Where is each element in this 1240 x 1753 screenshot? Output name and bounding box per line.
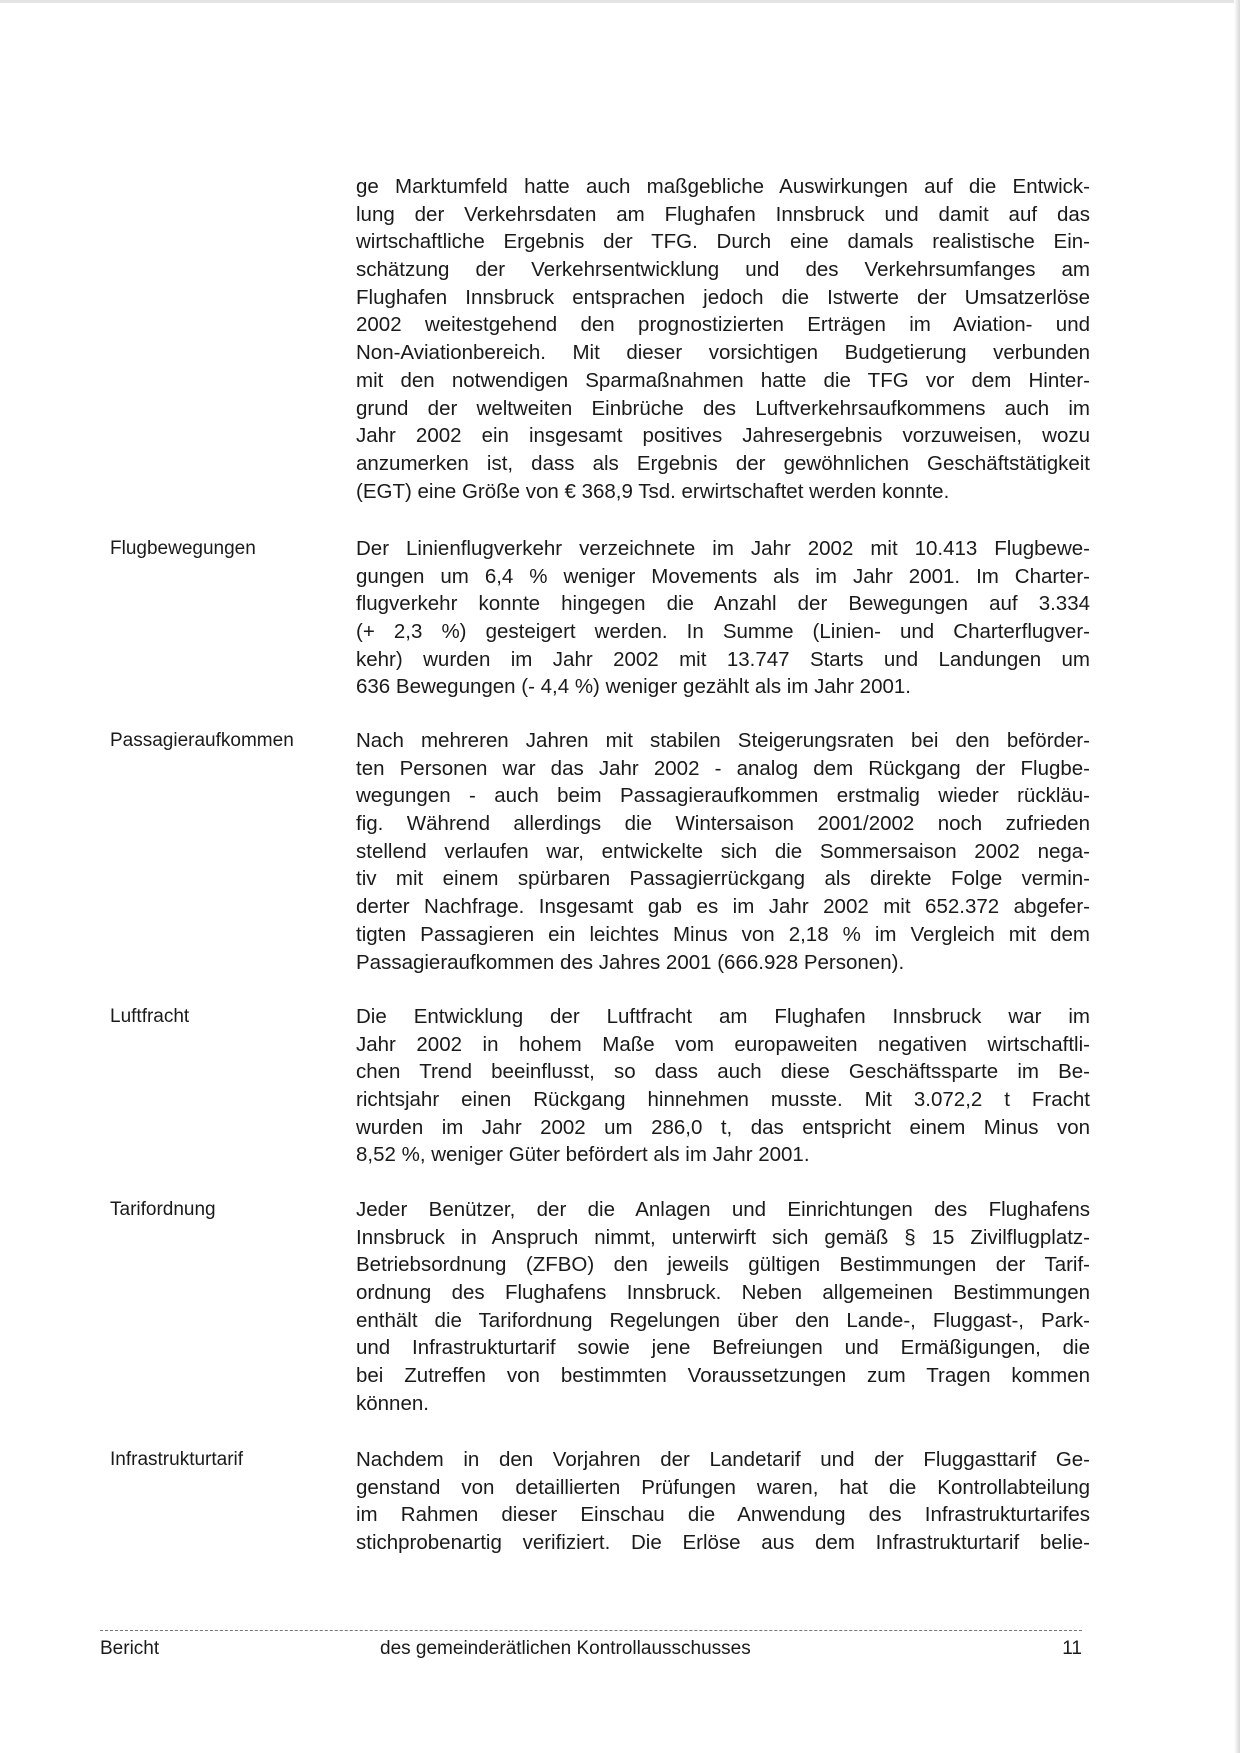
margin-heading: Infrastrukturtarif: [110, 1449, 244, 1470]
paragraph-line: und Infrastrukturtarif sowie jene Befreiungen und Ermäßigungen, die: [356, 1336, 1090, 1360]
paragraph-line: Jeder Benützer, der die Anlagen und Einrichtungen des Flughafens: [356, 1198, 1090, 1221]
paragraph-line: Der Linienflugverkehr verzeichnete im Jahr 2002 mit 10.413 Flugbewe-: [356, 537, 1090, 560]
paragraph-line: fig. Während allerdings die Wintersaison 2001/2002 noch zufrieden: [356, 812, 1090, 836]
paragraph-line: Nach mehreren Jahren mit stabilen Steigerungsraten bei den beförder-: [356, 729, 1090, 752]
paragraph-line: enthält die Tarifordnung Regelungen über den Lande-, Fluggast-, Park-: [356, 1308, 1090, 1332]
paragraph-line: tiv mit einem spürbaren Passagierrückgang als direkte Folge vermin-: [356, 867, 1090, 891]
paragraph-line: 636 Bewegungen (- 4,4 %) weniger gezählt als im Jahr 2001.: [356, 675, 911, 699]
paragraph-line: ten Personen war das Jahr 2002 - analog dem Rückgang der Flugbe-: [356, 756, 1090, 780]
paragraph-line: tigten Passagieren ein leichtes Minus von 2,18 % im Vergleich mit dem: [356, 922, 1090, 946]
paragraph: [356, 727, 1090, 976]
paragraph-line: im Rahmen dieser Einschau die Anwendung des Infrastrukturtarifes: [356, 1503, 1090, 1527]
page-number: 11: [1062, 1638, 1082, 1659]
paragraph: [356, 1446, 1090, 1557]
paragraph-line: ordnung des Flughafens Innsbruck. Neben allgemeinen Bestimmungen: [356, 1281, 1090, 1305]
paragraph-line: gungen um 6,4 % weniger Movements als im Jahr 2001. Im Charter-: [356, 564, 1090, 588]
paragraph-line: schätzung der Verkehrsentwicklung und des Verkehrsumfanges am: [356, 258, 1090, 282]
paragraph-line: Jahr 2002 in hohem Maße vom europaweiten negativen wirtschaftli-: [356, 1032, 1090, 1056]
paragraph: [356, 1003, 1090, 1169]
margin-heading: Tarifordnung: [110, 1199, 216, 1220]
paragraph-line: anzumerken ist, dass als Ergebnis der gewöhnlichen Geschäftstätigkeit: [356, 451, 1090, 475]
paragraph-line: lung der Verkehrsdaten am Flughafen Innsbruck und damit auf das: [356, 202, 1090, 226]
paragraph: [356, 535, 1090, 701]
paragraph-line: Nachdem in den Vorjahren der Landetarif und der Fluggasttarif Ge-: [356, 1448, 1090, 1471]
paragraph: [356, 1196, 1090, 1418]
paragraph-line: können.: [356, 1391, 429, 1415]
paragraph-line: chen Trend beeinflusst, so dass auch diese Geschäftssparte im Be-: [356, 1060, 1090, 1084]
paragraph-line: wegungen - auch beim Passagieraufkommen erstmalig wieder rückläu-: [356, 784, 1090, 808]
paragraph-line: kehr) wurden im Jahr 2002 mit 13.747 Starts und Landungen um: [356, 647, 1090, 671]
margin-heading: Luftfracht: [110, 1006, 190, 1027]
paragraph-line: Betriebsordnung (ZFBO) den jeweils gültigen Bestimmungen der Tarif-: [356, 1253, 1090, 1277]
paragraph-line: Passagieraufkommen des Jahres 2001 (666.928 Personen).: [356, 950, 905, 974]
paragraph-line: Flughafen Innsbruck entsprachen jedoch die Istwerte der Umsatzerlöse: [356, 285, 1090, 309]
paragraph-line: Non-Aviationbereich. Mit dieser vorsichtigen Budgetierung verbunden: [356, 341, 1090, 365]
paragraph-line: (EGT) eine Größe von € 368,9 Tsd. erwirtschaftet werden konnte.: [356, 479, 950, 503]
paragraph-line: mit den notwendigen Sparmaßnahmen hatte die TFG vor dem Hinter-: [356, 368, 1090, 392]
paragraph-line: grund der weltweiten Einbrüche des Luftverkehrsaufkommens auch im: [356, 396, 1090, 420]
scan-top-edge: [0, 0, 1240, 3]
footer-divider: [100, 1630, 1082, 1631]
footer-left: Bericht: [100, 1638, 160, 1659]
margin-heading: Passagieraufkommen: [110, 730, 294, 751]
paragraph-line: (+ 2,3 %) gesteigert werden. In Summe (Linien- und Charterflugver-: [356, 620, 1090, 644]
paragraph-line: Innsbruck in Anspruch nimmt, unterwirft sich gemäß § 15 Zivilflugplatz-: [356, 1225, 1090, 1249]
paragraph-line: flugverkehr konnte hingegen die Anzahl der Bewegungen auf 3.334: [356, 592, 1090, 616]
paragraph-line: stichprobenartig verifiziert. Die Erlöse aus dem Infrastrukturtarif belie-: [356, 1531, 1090, 1555]
paragraph-line: derter Nachfrage. Insgesamt gab es im Jahr 2002 mit 652.372 abgefer-: [356, 895, 1090, 919]
margin-heading: Flugbewegungen: [110, 538, 256, 559]
paragraph-line: genstand von detaillierten Prüfungen waren, hat die Kontrollabteilung: [356, 1475, 1090, 1499]
paragraph-line: Die Entwicklung der Luftfracht am Flughafen Innsbruck war im: [356, 1005, 1090, 1028]
paragraph-line: richtsjahr einen Rückgang hinnehmen musste. Mit 3.072,2 t Fracht: [356, 1088, 1090, 1112]
paragraph-line: 8,52 %, weniger Güter befördert als im Jahr 2001.: [356, 1143, 810, 1167]
scan-right-edge: [1234, 0, 1240, 1753]
paragraph-line: wirtschaftliche Ergebnis der TFG. Durch eine damals realistische Ein-: [356, 230, 1090, 254]
paragraph-line: wurden im Jahr 2002 um 286,0 t, das entspricht einem Minus von: [356, 1115, 1090, 1139]
paragraph-line: Jahr 2002 ein insgesamt positives Jahresergebnis vorzuweisen, wozu: [356, 424, 1090, 448]
paragraph-line: stellend verlaufen war, entwickelte sich die Sommersaison 2002 nega-: [356, 839, 1090, 863]
paragraph-line: ge Marktumfeld hatte auch maßgebliche Auswirkungen auf die Entwick-: [356, 175, 1090, 198]
paragraph-line: bei Zutreffen von bestimmten Voraussetzungen zum Tragen kommen: [356, 1364, 1090, 1388]
footer-center: des gemeinderätlichen Kontrollausschusses: [380, 1638, 751, 1659]
paragraph-line: 2002 weitestgehend den prognostizierten Erträgen im Aviation- und: [356, 313, 1090, 337]
paragraph: [356, 173, 1090, 505]
